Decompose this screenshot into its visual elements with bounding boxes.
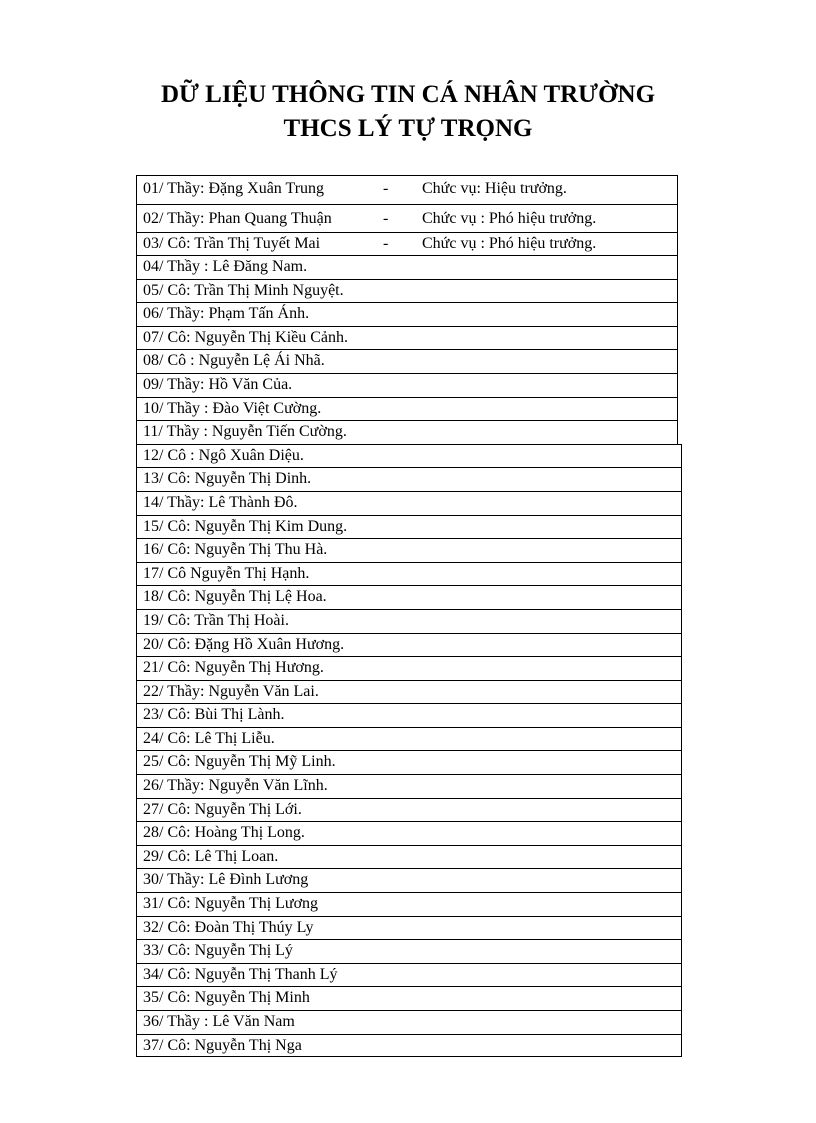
- staff-name: 06/ Thầy: Phạm Tấn Ánh.: [143, 305, 310, 323]
- staff-name: 02/ Thầy: Phan Quang Thuận: [143, 210, 332, 227]
- staff-name: 09/ Thầy: Hồ Văn Của.: [143, 375, 293, 393]
- staff-name: 28/ Cô: Hoàng Thị Long.: [143, 824, 305, 842]
- staff-row: [137, 633, 682, 657]
- staff-role: Chức vụ: Hiệu trưởng.: [422, 180, 567, 197]
- staff-name: 03/ Cô: Trần Thị Tuyết Mai: [143, 235, 321, 252]
- staff-row: [137, 798, 682, 822]
- staff-row: [137, 1010, 682, 1034]
- staff-row: [137, 515, 682, 539]
- staff-row: [137, 727, 682, 751]
- staff-row: [137, 703, 682, 727]
- staff-name: 07/ Cô: Nguyễn Thị Kiều Cảnh.: [143, 328, 349, 346]
- staff-row: [137, 656, 682, 680]
- staff-name: 24/ Cô: Lê Thị Liễu.: [143, 729, 275, 747]
- staff-row: [137, 467, 682, 491]
- staff-row: [137, 420, 678, 444]
- staff-name: 13/ Cô: Nguyễn Thị Dinh.: [143, 470, 312, 488]
- staff-row: [137, 302, 678, 326]
- staff-name: 27/ Cô: Nguyễn Thị Lới.: [143, 800, 302, 818]
- staff-row: [137, 986, 682, 1010]
- staff-name: 18/ Cô: Nguyễn Thị Lệ Hoa.: [143, 588, 327, 606]
- staff-name: 15/ Cô: Nguyễn Thị Kim Dung.: [143, 517, 348, 535]
- staff-row: [137, 491, 682, 515]
- staff-name: 32/ Cô: Đoàn Thị Thúy Ly: [143, 918, 314, 936]
- staff-row: [137, 1034, 682, 1058]
- staff-name: 31/ Cô: Nguyễn Thị Lương: [143, 895, 319, 913]
- staff-name: 37/ Cô: Nguyễn Thị Nga: [143, 1036, 302, 1054]
- staff-row: [137, 279, 678, 303]
- staff-name: 29/ Cô: Lê Thị Loan.: [143, 847, 279, 865]
- staff-separator: -: [383, 180, 389, 197]
- staff-row: [137, 585, 682, 609]
- staff-name: 21/ Cô: Nguyễn Thị Hương.: [143, 659, 324, 677]
- staff-row: [137, 444, 682, 468]
- staff-row: [137, 255, 678, 279]
- staff-separator: -: [383, 235, 389, 252]
- document-title-line-2: THCS LÝ TỰ TRỌNG: [283, 115, 533, 142]
- staff-separator: -: [383, 210, 389, 227]
- staff-row: [137, 680, 682, 704]
- staff-row: [137, 939, 682, 963]
- staff-row: [137, 373, 678, 397]
- staff-list-table: [136, 175, 678, 1057]
- staff-name: 34/ Cô: Nguyễn Thị Thanh Lý: [143, 965, 338, 983]
- staff-row: [137, 916, 682, 940]
- staff-name: 25/ Cô: Nguyễn Thị Mỹ Linh.: [143, 753, 336, 771]
- staff-row: [137, 821, 682, 845]
- staff-row: [137, 562, 682, 586]
- staff-row: [137, 609, 682, 633]
- staff-name: 16/ Cô: Nguyễn Thị Thu Hà.: [143, 541, 328, 559]
- staff-row: [137, 326, 678, 350]
- staff-name: 35/ Cô: Nguyễn Thị Minh: [143, 989, 310, 1007]
- staff-name: 11/ Thầy : Nguyễn Tiến Cường.: [143, 423, 347, 441]
- staff-row: [137, 868, 682, 892]
- staff-name: 23/ Cô: Bùi Thị Lành.: [143, 706, 285, 724]
- staff-row: [137, 774, 682, 798]
- staff-name: 26/ Thầy: Nguyễn Văn Lĩnh.: [143, 777, 328, 795]
- staff-name: 05/ Cô: Trần Thị Minh Nguyệt.: [143, 281, 344, 299]
- staff-name: 04/ Thầy : Lê Đăng Nam.: [143, 258, 308, 275]
- staff-name: 19/ Cô: Trần Thị Hoài.: [143, 611, 289, 629]
- staff-row: [137, 175, 678, 204]
- staff-name: 14/ Thầy: Lê Thành Đô.: [143, 493, 298, 511]
- staff-name: 01/ Thầy: Đặng Xuân Trung: [143, 180, 325, 197]
- staff-row: [137, 963, 682, 987]
- staff-name: 36/ Thầy : Lê Văn Nam: [143, 1013, 295, 1030]
- staff-role: Chức vụ : Phó hiệu trưởng.: [422, 235, 597, 252]
- staff-role: Chức vụ : Phó hiệu trưởng.: [422, 210, 597, 227]
- staff-row: [137, 232, 678, 255]
- staff-name: 10/ Thầy : Đào Việt Cường.: [143, 399, 322, 417]
- document-title-line-1: DỮ LIỆU THÔNG TIN CÁ NHÂN TRƯỜNG: [160, 81, 656, 108]
- staff-row: [137, 892, 682, 916]
- staff-row: [137, 750, 682, 774]
- staff-row: [137, 397, 678, 421]
- staff-name: 30/ Thầy: Lê Đình Lương: [143, 871, 309, 889]
- staff-name: 12/ Cô : Ngô Xuân Diệu.: [143, 446, 304, 464]
- staff-name: 22/ Thầy: Nguyễn Văn Lai.: [143, 682, 319, 700]
- staff-row: [137, 204, 678, 232]
- staff-name: 20/ Cô: Đặng Hồ Xuân Hương.: [143, 635, 345, 653]
- staff-row: [137, 845, 682, 869]
- staff-name: 08/ Cô : Nguyễn Lệ Ái Nhã.: [143, 352, 325, 370]
- staff-row: [137, 349, 678, 373]
- staff-name: 33/ Cô: Nguyễn Thị Lý: [143, 942, 293, 960]
- staff-row: [137, 538, 682, 562]
- staff-name: 17/ Cô Nguyễn Thị Hạnh.: [143, 564, 310, 582]
